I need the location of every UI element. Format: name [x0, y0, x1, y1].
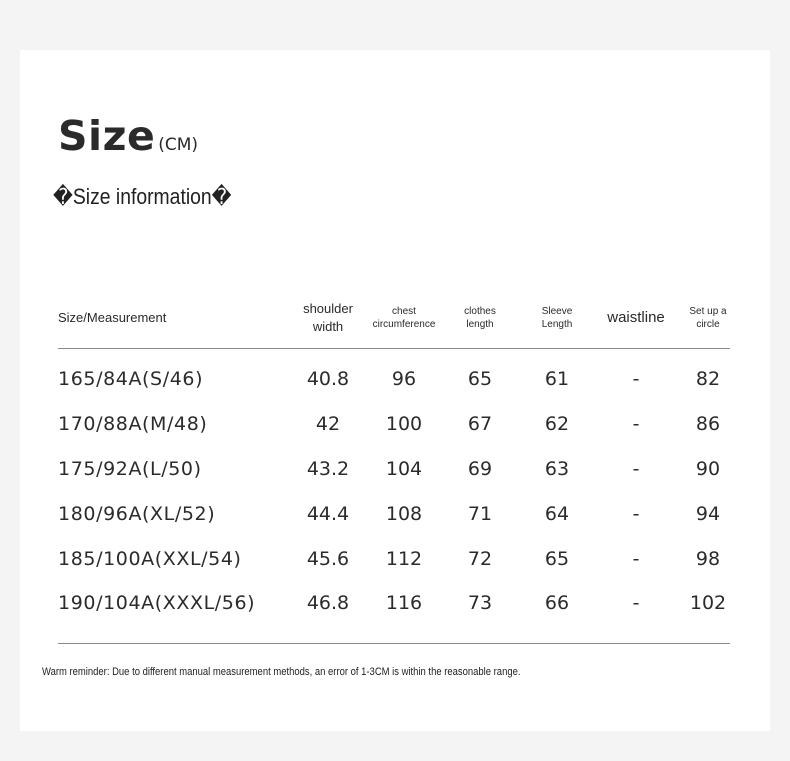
- cell-set-up-a-circle: 82: [695, 368, 721, 391]
- title-text: Size: [58, 112, 156, 160]
- cell-waistline: -: [632, 592, 640, 615]
- cell-sleeve-length: 62: [544, 413, 570, 436]
- column-header-sleeve-length: Sleeve Length: [541, 305, 573, 330]
- column-header-size: Size/Measurement: [58, 310, 167, 326]
- table-row: [58, 447, 730, 492]
- cell-clothes-length: 71: [467, 502, 493, 525]
- cell-set-up-a-circle: 86: [695, 413, 721, 436]
- cell-shoulder-width: 45.6: [306, 547, 350, 570]
- cell-shoulder-width: 43.2: [306, 457, 350, 480]
- column-header-chest-circumference: chest circumference: [372, 305, 436, 330]
- cell-shoulder-width: 44.4: [306, 502, 350, 525]
- cell-clothes-length: 67: [467, 413, 493, 436]
- warm-reminder-note: Warm reminder: Due to different manual measurement methods, an error of 1-3CM is within the reasonable range.: [42, 666, 521, 678]
- cell-waistline: -: [632, 457, 640, 480]
- cell-set-up-a-circle: 94: [695, 502, 721, 525]
- cell-waistline: -: [632, 368, 640, 391]
- table-body: [58, 349, 730, 644]
- size-chart-card: [20, 50, 770, 731]
- cell-set-up-a-circle: 102: [689, 592, 727, 615]
- table-row: [58, 581, 730, 626]
- cell-size: 170/88A(M/48): [58, 413, 208, 436]
- cell-shoulder-width: 42: [315, 413, 341, 436]
- column-header-clothes-length: clothes length: [464, 305, 496, 330]
- table-header-row: [58, 288, 730, 349]
- cell-clothes-length: 69: [467, 457, 493, 480]
- table-row: [58, 491, 730, 536]
- cell-set-up-a-circle: 90: [695, 457, 721, 480]
- title-unit: (CM): [158, 135, 199, 155]
- cell-shoulder-width: 46.8: [306, 592, 350, 615]
- cell-size: 180/96A(XL/52): [58, 502, 216, 525]
- cell-chest-circumference: 104: [385, 457, 423, 480]
- cell-waistline: -: [632, 413, 640, 436]
- cell-sleeve-length: 63: [544, 457, 570, 480]
- cell-shoulder-width: 40.8: [306, 368, 350, 391]
- cell-sleeve-length: 64: [544, 502, 570, 525]
- table-row: [58, 402, 730, 447]
- page-title: [58, 112, 198, 160]
- cell-clothes-length: 72: [467, 547, 493, 570]
- cell-chest-circumference: 116: [385, 592, 423, 615]
- cell-chest-circumference: 96: [391, 368, 417, 391]
- size-table: [58, 288, 730, 644]
- table-row: [58, 357, 730, 402]
- cell-chest-circumference: 100: [385, 413, 423, 436]
- cell-size: 190/104A(XXXL/56): [58, 592, 256, 615]
- cell-set-up-a-circle: 98: [695, 547, 721, 570]
- cell-size: 165/84A(S/46): [58, 368, 204, 391]
- table-row: [58, 536, 730, 581]
- cell-sleeve-length: 61: [544, 368, 570, 391]
- cell-clothes-length: 65: [467, 368, 493, 391]
- cell-size: 175/92A(L/50): [58, 457, 202, 480]
- cell-waistline: -: [632, 502, 640, 525]
- cell-sleeve-length: 65: [544, 547, 570, 570]
- cell-clothes-length: 73: [467, 592, 493, 615]
- cell-sleeve-length: 66: [544, 592, 570, 615]
- column-header-shoulder-width: shoulder width: [303, 301, 353, 334]
- cell-waistline: -: [632, 547, 640, 570]
- cell-chest-circumference: 108: [385, 502, 423, 525]
- column-header-set-up-a-circle: Set up a circle: [689, 305, 727, 330]
- section-subtitle: �Size information�: [53, 184, 232, 209]
- cell-size: 185/100A(XXL/54): [58, 547, 242, 570]
- cell-chest-circumference: 112: [385, 547, 423, 570]
- column-header-waistline: waistline: [607, 308, 665, 326]
